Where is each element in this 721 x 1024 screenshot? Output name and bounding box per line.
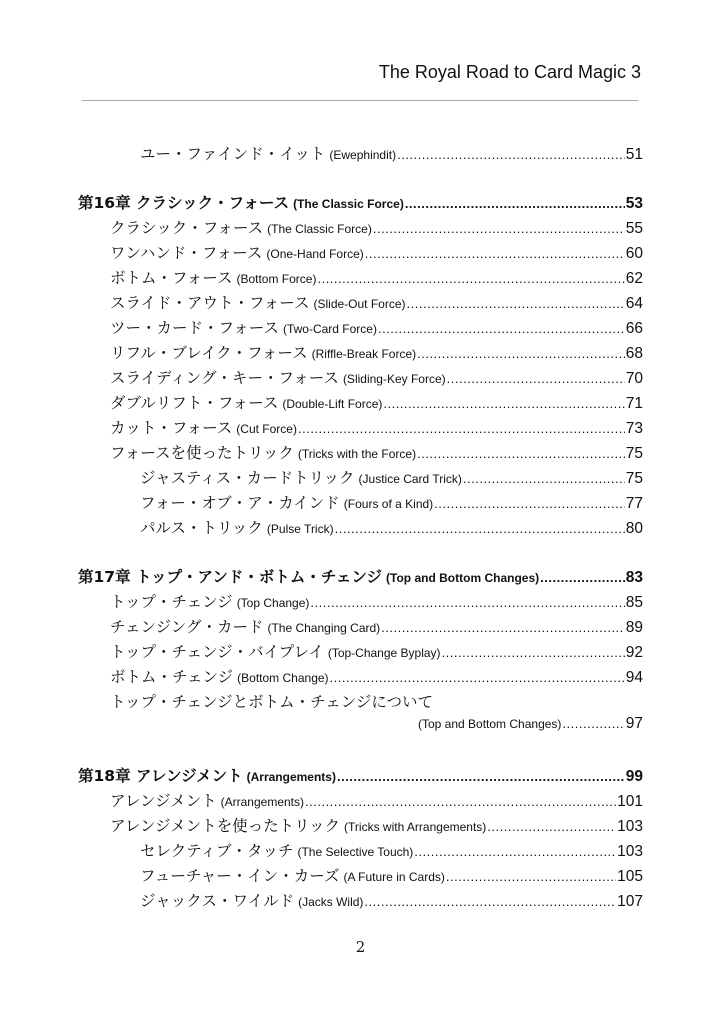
page-number: 60: [625, 245, 643, 262]
page-number: 107: [617, 893, 643, 910]
entry-title: カット・フォース: [110, 419, 233, 437]
entry-title: アレンジメントを使ったトリック: [110, 817, 341, 835]
leader-dots: [487, 819, 616, 834]
chapter-english: (The Classic Force): [293, 197, 404, 211]
entry-title: トップ・チェンジ: [110, 593, 233, 611]
page-number: 70: [625, 370, 643, 387]
page-number: 99: [625, 768, 643, 785]
entry-english: (Bottom Force): [236, 272, 317, 286]
leader-dots: [335, 521, 625, 536]
page-number: 71: [625, 395, 643, 412]
entry-title: ダブルリフト・フォース: [110, 394, 279, 412]
entry-english: (One-Hand Force): [266, 247, 364, 261]
toc-entry: [110, 391, 643, 416]
entry-title: パルス・トリック: [140, 519, 263, 537]
toc-entry: [110, 266, 643, 291]
page-number: 89: [625, 619, 643, 636]
page-number: 101: [617, 793, 643, 810]
page-number: 77: [625, 495, 643, 512]
running-header-title: The Royal Road to Card Magic 3: [378, 62, 641, 82]
page-number: 75: [625, 470, 643, 487]
toc-chapter-16: [78, 191, 643, 216]
toc-chapter-18: [78, 764, 643, 789]
toc-entry: [110, 615, 643, 640]
page-number: 53: [625, 195, 643, 212]
leader-dots: [310, 595, 624, 610]
page-number: 68: [625, 345, 643, 362]
toc-entry: [110, 441, 643, 466]
entry-english: (Sliding-Key Force): [342, 372, 446, 386]
toc-entry: [110, 640, 643, 665]
entry-title: フォースを使ったトリック: [110, 444, 294, 462]
entry-title: ジャスティス・カードトリック: [140, 469, 355, 487]
page-number: 73: [625, 420, 643, 437]
toc-entry: [110, 341, 643, 366]
entry-title: ボトム・フォース: [110, 269, 233, 287]
leader-dots: [414, 844, 616, 859]
leader-dots: [298, 421, 625, 436]
toc-entry: [110, 814, 643, 839]
entry-english: (Top and Bottom Changes): [418, 717, 562, 731]
toc-entry: [110, 216, 643, 241]
entry-english: (Jacks Wild): [298, 895, 364, 909]
chapter-title: 第18章 アレンジメント: [78, 767, 243, 785]
entry-title: チェンジング・カード: [110, 618, 264, 636]
entry-english: (The Changing Card): [267, 621, 381, 635]
entry-english: (Double-Lift Force): [282, 397, 383, 411]
toc-entry: [110, 789, 643, 814]
entry-english: (Ewephindit): [329, 148, 397, 162]
entry-english: (The Classic Force): [267, 222, 372, 236]
page-number: 64: [625, 295, 643, 312]
leader-dots: [434, 496, 625, 511]
toc-entry: [110, 665, 643, 690]
entry-title: トップ・チェンジとボトム・チェンジについて: [110, 693, 434, 711]
page-number: 105: [617, 868, 643, 885]
page-number: 83: [625, 569, 643, 586]
entry-title: ユー・ファインド・イット: [140, 145, 326, 163]
leader-dots: [405, 196, 625, 211]
leader-dots: [407, 296, 625, 311]
page-number: 55: [625, 220, 643, 237]
leader-dots: [330, 670, 625, 685]
entry-english: (Top-Change Byplay): [327, 646, 441, 660]
entry-title: アレンジメント: [110, 792, 217, 810]
page-footer-number: 2: [355, 938, 366, 956]
leader-dots: [447, 371, 625, 386]
page-number: 62: [625, 270, 643, 287]
leader-dots: [540, 570, 625, 585]
entry-english: (Pulse Trick): [266, 522, 334, 536]
toc-entry-title-line: [110, 690, 433, 712]
entry-title: ボトム・チェンジ: [110, 668, 234, 686]
entry-title: トップ・チェンジ・バイプレイ: [110, 643, 324, 661]
page-number: 97: [625, 715, 643, 732]
entry-english: (Fours of a Kind): [343, 497, 434, 511]
leader-dots: [378, 321, 625, 336]
entry-english: (Cut Force): [236, 422, 297, 436]
entry-title: ジャックス・ワイルド: [140, 892, 295, 910]
leader-dots: [305, 794, 616, 809]
entry-english: (Tricks with the Force): [297, 447, 417, 461]
entry-title: スライド・アウト・フォース: [110, 294, 310, 312]
header-divider: [82, 100, 638, 101]
entry-english: (Bottom Change): [237, 671, 329, 685]
entry-title: スライディング・キー・フォース: [110, 369, 339, 387]
page-number: 85: [625, 594, 643, 611]
toc-entry: [140, 142, 643, 167]
leader-dots: [337, 769, 625, 784]
entry-title: フューチャー・イン・カーズ: [140, 867, 340, 885]
entry-english: (A Future in Cards): [343, 870, 445, 884]
toc-entry: [140, 864, 643, 889]
entry-english: (Justice Card Trick): [358, 472, 462, 486]
toc-entry-continuation: [418, 715, 643, 740]
page-number: 80: [625, 520, 643, 537]
toc-entry: [110, 590, 643, 615]
leader-dots: [463, 471, 625, 486]
toc-entry: [140, 516, 643, 541]
page-number: 103: [617, 818, 643, 835]
toc-entry: [140, 466, 643, 491]
toc-entry: [140, 491, 643, 516]
entry-english: (Arrangements): [220, 795, 305, 809]
toc-entry: [140, 889, 643, 914]
entry-english: (The Selective Touch): [297, 845, 414, 859]
entry-english: (Two-Card Force): [282, 322, 377, 336]
chapter-english: (Arrangements): [246, 770, 336, 784]
chapter-english: (Top and Bottom Changes): [386, 571, 540, 585]
toc-chapter-17: [78, 565, 643, 590]
entry-english: (Tricks with Arrangements): [344, 820, 487, 834]
leader-dots: [417, 446, 625, 461]
page-number: 103: [617, 843, 643, 860]
leader-dots: [383, 396, 624, 411]
leader-dots: [364, 894, 616, 909]
entry-title: ツー・カード・フォース: [110, 319, 279, 337]
entry-title: セレクティブ・タッチ: [140, 842, 294, 860]
leader-dots: [365, 246, 625, 261]
entry-title: ワンハンド・フォース: [110, 244, 263, 262]
toc-entry: [110, 291, 643, 316]
page-number: 66: [625, 320, 643, 337]
entry-title: フォー・オブ・ア・カインド: [140, 494, 340, 512]
leader-dots: [446, 869, 616, 884]
leader-dots: [417, 346, 625, 361]
leader-dots: [397, 147, 625, 162]
page-number: 92: [625, 644, 643, 661]
toc-entry: [110, 416, 643, 441]
toc-entry: [110, 241, 643, 266]
entry-title: クラシック・フォース: [110, 219, 264, 237]
entry-english: (Slide-Out Force): [313, 297, 406, 311]
toc-entry: [110, 316, 643, 341]
page-number: 51: [625, 146, 643, 163]
leader-dots: [442, 645, 625, 660]
chapter-title: 第17章 トップ・アンド・ボトム・チェンジ: [78, 568, 383, 586]
page-number: 94: [625, 669, 643, 686]
leader-dots: [373, 221, 625, 236]
entry-english: (Riffle-Break Force): [311, 347, 417, 361]
leader-dots: [562, 716, 624, 731]
entry-title: リフル・ブレイク・フォース: [110, 344, 308, 362]
chapter-title: 第16章 クラシック・フォース: [78, 194, 290, 212]
page-number: 75: [625, 445, 643, 462]
leader-dots: [317, 271, 624, 286]
toc-entry: [110, 366, 643, 391]
leader-dots: [381, 620, 625, 635]
toc-entry: [140, 839, 643, 864]
entry-english: (Top Change): [236, 596, 310, 610]
